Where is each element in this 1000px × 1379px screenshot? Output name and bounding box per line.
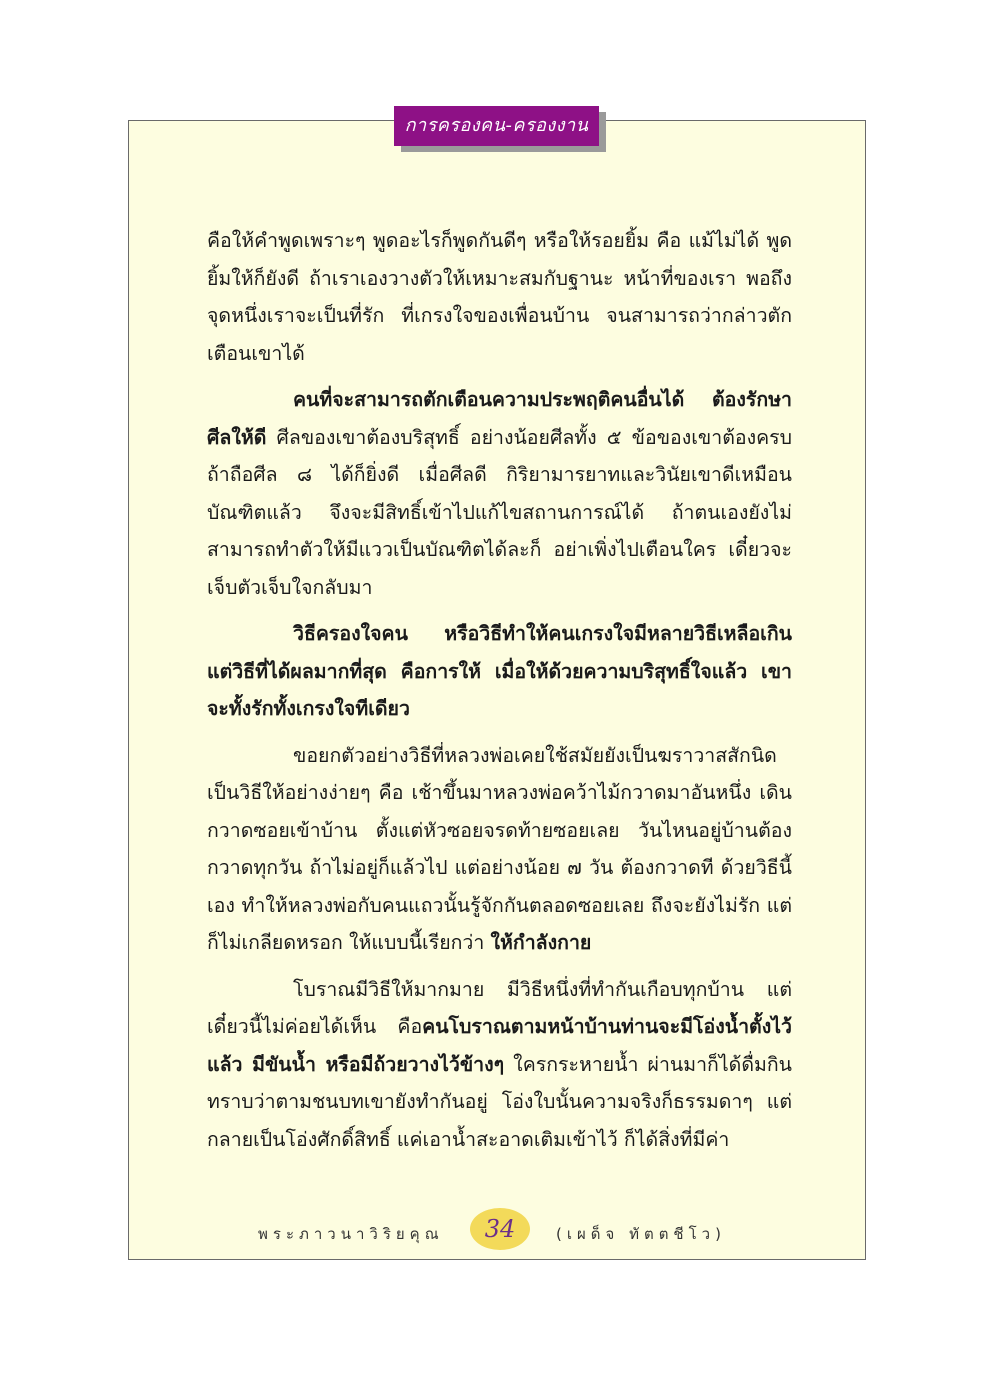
body-text: [207, 222, 792, 1167]
chapter-header: การครองคน-ครองงาน: [394, 106, 599, 146]
paragraph-text: ใครกระหายน้ำ ผ่านมาก็ได้ดื่มกิน ทราบว่าตามชนบทเขายังทำกันอยู่ โอ่งใบนั้นความจริงก็ธรรมดาๆ แต่กลายเป็นโอ่งศักดิ์สิทธิ์ แค่เอาน้ำสะอาดเติมเข้าไว้ ก็ได้สิ่งที่มีค่า: [207, 1052, 792, 1151]
paragraph: [207, 222, 792, 372]
paragraph-text: โบราณมีวิธีให้มากมาย มีวิธีหนึ่งที่ทำกันเกือบทุกบ้าน แต่เดี๋ยวนี้ไม่ค่อยได้เห็น คือ: [207, 977, 792, 1038]
paragraph-text: ศีลของเขาต้องบริสุทธิ์ อย่างน้อยศีลทั้ง ๕ ข้อของเขาต้องครบ ถ้าถือศีล ๘ ได้ก็ยิ่งดี เมื่อศีลดี กิริยามารยาทและวินัยเขาดีเหมือนบัณฑิตแล้ว จึงจะมีสิทธิ์เข้าไปแก้ไขสถานการณ์ได้ ถ้าตนเองยังไม่สามารถทำตัวให้มีแววเป็นบัณฑิตได้ละก็ อย่าเพิ่งไปเตือนใคร เดี๋ยวจะเจ็บตัวเจ็บใจกลับมา: [207, 425, 792, 599]
paragraph: [207, 381, 792, 606]
page-number: 34: [470, 1208, 530, 1250]
paragraph-text: คือให้คำพูดเพราะๆ พูดอะไรก็พูดกันดีๆ หรือให้รอยยิ้ม คือ แม้ไม่ได้ พูด ยิ้มให้ก็ยังดี ถ้าเราเองวางตัวให้เหมาะสมกับฐานะ หน้าที่ของเรา พอถึงจุดหนึ่งเราจะเป็นที่รัก ที่เกรงใจของเพื่อนบ้าน จนสามารถว่ากล่าวตักเตือนเขาได้: [207, 229, 792, 365]
paragraph: [207, 971, 792, 1159]
paragraph: [207, 737, 792, 962]
paragraph-bold-text: คนที่จะสามารถตักเตือนความประพฤติคนอื่นได้ ต้องรักษาศีลให้ดี: [207, 388, 792, 449]
page-footer: [0, 1208, 1000, 1258]
footer-author: พระภาวนาวิริยคุณ: [258, 1225, 444, 1243]
paragraph: [207, 615, 792, 728]
footer-author-name: (เผด็จ ทัตตชีโว): [556, 1225, 726, 1243]
paragraph-text: ขอยกตัวอย่างวิธีที่หลวงพ่อเคยใช้สมัยยังเป็นฆราวาสสักนิด เป็นวิธีให้อย่างง่ายๆ คือ เช้าขึ้นมาหลวงพ่อคว้าไม้กวาดมาอันหนึ่ง เดินกวาดซอยเข้าบ้าน ตั้งแต่หัวซอยจรดท้ายซอยเลย วันไหนอยู่บ้านต้องกวาดทุกวัน ถ้าไม่อยู่ก็แล้วไป แต่อย่างน้อย ๗ วัน ต้องกวาดที ด้วยวิธีนี้เอง ทำให้หลวงพ่อกับคนแถวนั้นรู้จักกันตลอดซอยเลย ถึงจะยังไม่รัก แต่ก็ไม่เกลียดหรอก ให้แบบนี้เรียกว่า: [207, 743, 792, 954]
paragraph-bold-text: คนโบราณตามหน้าบ้านท่านจะมีโอ่งน้ำตั้งไว้แล้ว มีขันน้ำ หรือมีถ้วยวางไว้ข้างๆ: [207, 1015, 792, 1076]
paragraph-bold-text: ให้กำลังกาย: [490, 931, 592, 954]
paragraph-bold-text: วิธีครองใจคน หรือวิธีทำให้คนเกรงใจมีหลายวิธีเหลือเกิน แต่วิธีที่ได้ผลมากที่สุด คือการให้ เมื่อให้ด้วยความบริสุทธิ์ใจแล้ว เขาจะทั้งรักทั้งเกรงใจทีเดียว: [207, 622, 792, 720]
